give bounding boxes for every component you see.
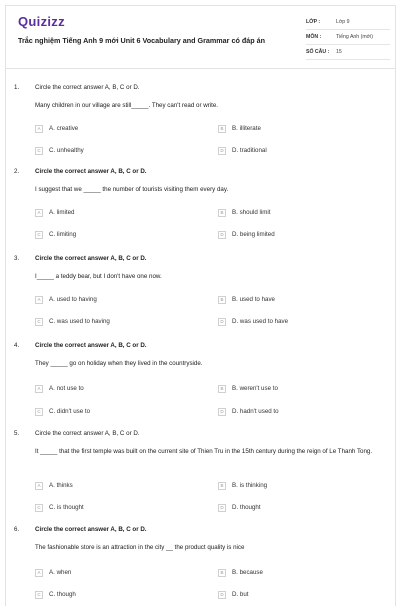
option-a[interactable] — [35, 295, 97, 304]
option-letter-box: B — [218, 209, 226, 217]
option-c[interactable] — [35, 503, 84, 512]
option-letter-box: C — [35, 591, 43, 599]
question-number: 4. — [14, 342, 20, 349]
option-letter-box: D — [218, 318, 226, 326]
option-text: D. was used to have — [232, 318, 289, 325]
option-letter-box: A — [35, 125, 43, 133]
option-text: D. but — [232, 591, 249, 598]
meta-label: MÔN : — [306, 34, 322, 40]
option-c[interactable] — [35, 146, 84, 155]
question-number: 1. — [14, 84, 20, 91]
meta-row-subject — [306, 30, 390, 45]
option-letter-box: A — [35, 482, 43, 490]
option-letter-box: B — [218, 296, 226, 304]
question-text: They _____ go on holiday when they lived in the countryside. — [35, 360, 203, 367]
question-instruction: Circle the correct answer A, B, C or D. — [35, 168, 147, 175]
option-text: C. limiting — [49, 231, 77, 238]
option-letter-box: C — [35, 231, 43, 239]
meta-row-class — [306, 15, 390, 30]
quizizz-logo[interactable]: Quizizz — [18, 14, 65, 29]
worksheet-header — [6, 6, 395, 69]
option-text: A. used to having — [49, 296, 97, 303]
option-text: B. illiterate — [232, 125, 261, 132]
meta-value: Tiếng Anh (mới) — [336, 34, 373, 40]
option-text: D. being limited — [232, 231, 275, 238]
option-b[interactable] — [218, 295, 275, 304]
meta-table — [306, 15, 390, 60]
option-letter-box: A — [35, 209, 43, 217]
option-letter-box: D — [218, 504, 226, 512]
option-letter-box: C — [35, 318, 43, 326]
option-text: C. didn't use to — [49, 408, 91, 415]
question-text: I_____ a teddy bear, but I don't have one now. — [35, 273, 162, 280]
question-number: 5. — [14, 430, 20, 437]
option-letter-box: D — [218, 231, 226, 239]
option-letter-box: A — [35, 385, 43, 393]
meta-label: SỐ CÂU : — [306, 49, 330, 55]
option-a[interactable] — [35, 124, 78, 133]
option-a[interactable] — [35, 481, 73, 490]
question-text: I suggest that we _____ the number of tourists visiting them every day. — [35, 186, 229, 193]
option-letter-box: D — [218, 591, 226, 599]
option-text: D. thought — [232, 504, 261, 511]
option-text: A. limited — [49, 209, 75, 216]
option-c[interactable] — [35, 230, 76, 239]
meta-value: 15 — [336, 49, 342, 55]
option-text: B. weren't use to — [232, 385, 278, 392]
option-c[interactable] — [35, 590, 76, 599]
worksheet — [5, 5, 396, 606]
question-text: Many children in our village are still_____. They can't read or write. — [35, 102, 219, 109]
question-instruction: Circle the correct answer A, B, C or D. — [35, 342, 147, 349]
option-text: A. not use to — [49, 385, 84, 392]
option-letter-box: A — [35, 569, 43, 577]
question-instruction: Circle the correct answer A, B, C or D. — [35, 84, 140, 91]
option-text: B. is thinking — [232, 482, 268, 489]
question-number: 6. — [14, 526, 20, 533]
option-a[interactable] — [35, 208, 74, 217]
question-text: It _____ that the first temple was built on the current site of Thien Tru in the 15th century during the reign of Le Thanh Tong. — [35, 448, 373, 455]
option-text: A. when — [49, 569, 72, 576]
option-b[interactable] — [218, 124, 261, 133]
option-a[interactable] — [35, 384, 84, 393]
option-text: C. was used to having — [49, 318, 110, 325]
option-b[interactable] — [218, 481, 267, 490]
option-b[interactable] — [218, 208, 271, 217]
meta-row-count — [306, 45, 390, 60]
worksheet-title: Trắc nghiệm Tiếng Anh 9 mới Unit 6 Vocabulary and Grammar có đáp án — [18, 36, 266, 45]
option-d[interactable] — [218, 590, 249, 599]
meta-label: LỚP : — [306, 19, 321, 25]
option-letter-box: D — [218, 147, 226, 155]
option-d[interactable] — [218, 146, 267, 155]
question-instruction: Circle the correct answer A, B, C or D. — [35, 430, 140, 437]
option-text: C. is thought — [49, 504, 84, 511]
option-letter-box: A — [35, 296, 43, 304]
option-c[interactable] — [35, 317, 110, 326]
option-a[interactable] — [35, 568, 71, 577]
option-text: C. though — [49, 591, 76, 598]
option-d[interactable] — [218, 407, 279, 416]
option-text: B. should limit — [232, 209, 271, 216]
option-text: A. creative — [49, 125, 79, 132]
question-text: The fashionable store is an attraction in the city __ the product quality is nice — [35, 544, 245, 551]
option-c[interactable] — [35, 407, 90, 416]
option-text: D. traditional — [232, 147, 267, 154]
question-number: 2. — [14, 168, 20, 175]
option-letter-box: B — [218, 125, 226, 133]
option-b[interactable] — [218, 384, 278, 393]
question-instruction: Circle the correct answer A, B, C or D. — [35, 526, 147, 533]
option-letter-box: B — [218, 385, 226, 393]
option-b[interactable] — [218, 568, 263, 577]
option-letter-box: C — [35, 504, 43, 512]
option-text: B. used to have — [232, 296, 275, 303]
meta-value: Lớp 9 — [336, 19, 350, 25]
option-letter-box: B — [218, 482, 226, 490]
option-text: A. thinks — [49, 482, 73, 489]
option-letter-box: B — [218, 569, 226, 577]
option-text: B. because — [232, 569, 263, 576]
question-instruction: Circle the correct answer A, B, C or D. — [35, 255, 147, 262]
option-text: D. hadn't used to — [232, 408, 279, 415]
option-d[interactable] — [218, 503, 261, 512]
option-d[interactable] — [218, 230, 275, 239]
option-letter-box: C — [35, 147, 43, 155]
option-d[interactable] — [218, 317, 288, 326]
option-letter-box: C — [35, 408, 43, 416]
option-text: C. unhealthy — [49, 147, 84, 154]
option-letter-box: D — [218, 408, 226, 416]
question-number: 3. — [14, 255, 20, 262]
